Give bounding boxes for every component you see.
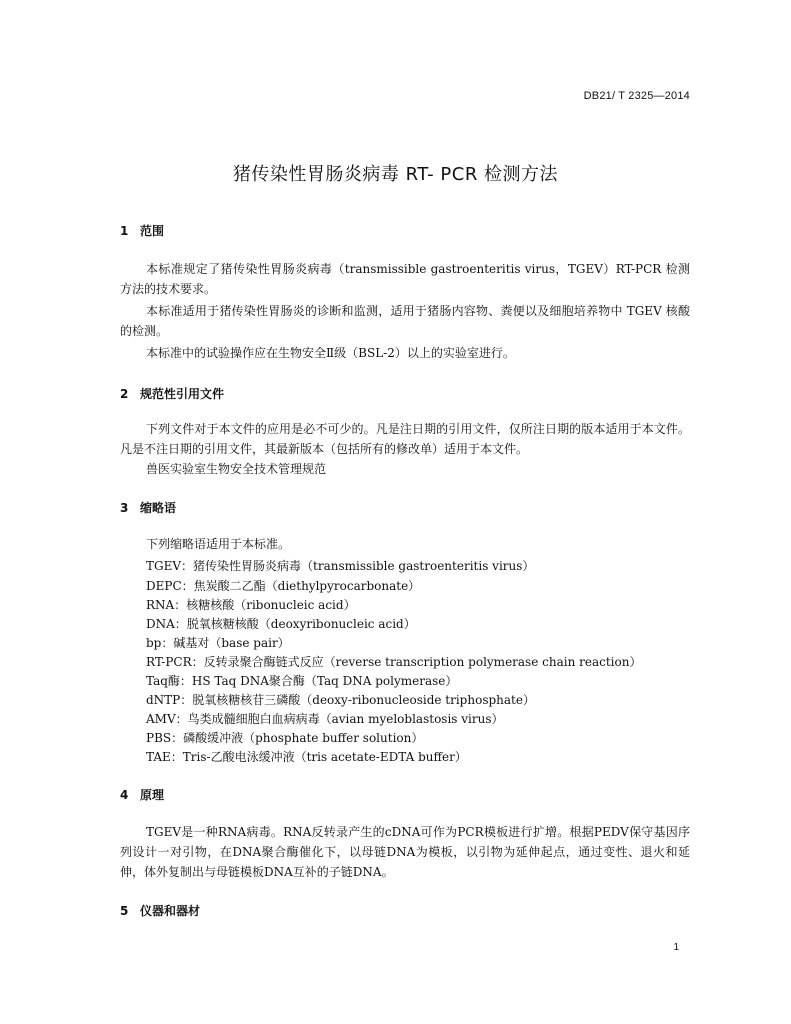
section-title: 缩略语 xyxy=(140,501,177,515)
abbreviation-item: AMV：鸟类成髓细胞白血病病毒（avian myeloblastosis virus） xyxy=(146,712,504,726)
abbreviation-item: Taq酶：HS Taq DNA聚合酶（Taq DNA polymerase） xyxy=(146,674,458,688)
section-number: 1 xyxy=(120,224,129,238)
section-number: 2 xyxy=(120,387,129,401)
section-2-paragraph-1: 下列文件对于本文件的应用是必不可少的。凡是注日期的引用文件，仅所注日期的版本适用于本文件。凡是不注日期的引用文件，其最新版本（包括所有的修改单）适用于本文件。 xyxy=(120,422,690,456)
abbreviation-item: DEPC：焦炭酸二乙酯（diethylpyrocarbonate） xyxy=(146,579,421,593)
section-4-heading xyxy=(120,786,164,803)
section-title: 仪器和器材 xyxy=(140,904,201,918)
abbreviation-item: bp：碱基对（base pair） xyxy=(146,636,290,650)
page-number: 1 xyxy=(673,942,679,953)
abbreviation-item: PBS：磷酸缓冲液（phosphate buffer solution） xyxy=(146,731,424,745)
section-3-heading xyxy=(120,499,176,516)
abbreviation-item: RT-PCR：反转录聚合酶链式反应（reverse transcription polymerase chain reaction） xyxy=(146,655,642,669)
abbreviation-intro: 下列缩略语适用于本标准。 xyxy=(146,537,291,551)
section-1-paragraph-2: 本标准适用于猪传染性胃肠炎的诊断和监测，适用于猪肠内容物、粪便以及细胞培养物中 TGEV 核酸的检测。 xyxy=(120,304,690,338)
abbreviation-item: dNTP：脱氧核糖核苷三磷酸（deoxy-ribonucleoside triphosphate） xyxy=(146,693,535,707)
section-4-paragraph-1: TGEV是一种RNA病毒。RNA反转录产生的cDNA可作为PCR模板进行扩增。根据PEDV保守基因序列设计一对引物，在DNA聚合酶催化下，以母链DNA为模板，以引物为延伸起点，通过变性、退火和延伸，体外复制出与母链模板DNA互补的子链DNA。 xyxy=(120,825,690,879)
section-1-heading xyxy=(120,222,164,239)
abbreviation-item: TGEV：猪传染性胃肠炎病毒（transmissible gastroenteritis virus） xyxy=(146,559,535,573)
abbreviation-item: TAE：Tris-乙酸电泳缓冲液（tris acetate-EDTA buffer） xyxy=(146,750,467,764)
section-1-paragraph-3: 本标准中的试验操作应在生物安全Ⅱ级（BSL-2）以上的实验室进行。 xyxy=(146,346,515,360)
abbreviation-item: DNA：脱氧核糖核酸（deoxyribonucleic acid） xyxy=(146,617,416,631)
section-number: 5 xyxy=(120,904,129,918)
abbreviation-item: RNA：核糖核酸（ribonucleic acid） xyxy=(146,598,356,612)
section-number: 3 xyxy=(120,501,129,515)
section-title: 规范性引用文件 xyxy=(140,387,225,401)
section-5-heading xyxy=(120,902,200,919)
document-title: 猪传染性胃肠炎病毒 RT- PCR 检测方法 xyxy=(232,164,559,185)
section-1-paragraph-1: 本标准规定了猪传染性胃肠炎病毒（transmissible gastroenteritis virus，TGEV）RT-PCR 检测方法的技术要求。 xyxy=(120,262,690,296)
standard-code: DB21/ T 2325—2014 xyxy=(583,90,690,102)
section-title: 范围 xyxy=(140,224,165,238)
section-2-heading xyxy=(120,385,224,402)
section-number: 4 xyxy=(120,788,129,802)
reference-item: 兽医实验室生物安全技术管理规范 xyxy=(146,462,327,476)
section-title: 原理 xyxy=(140,788,165,802)
